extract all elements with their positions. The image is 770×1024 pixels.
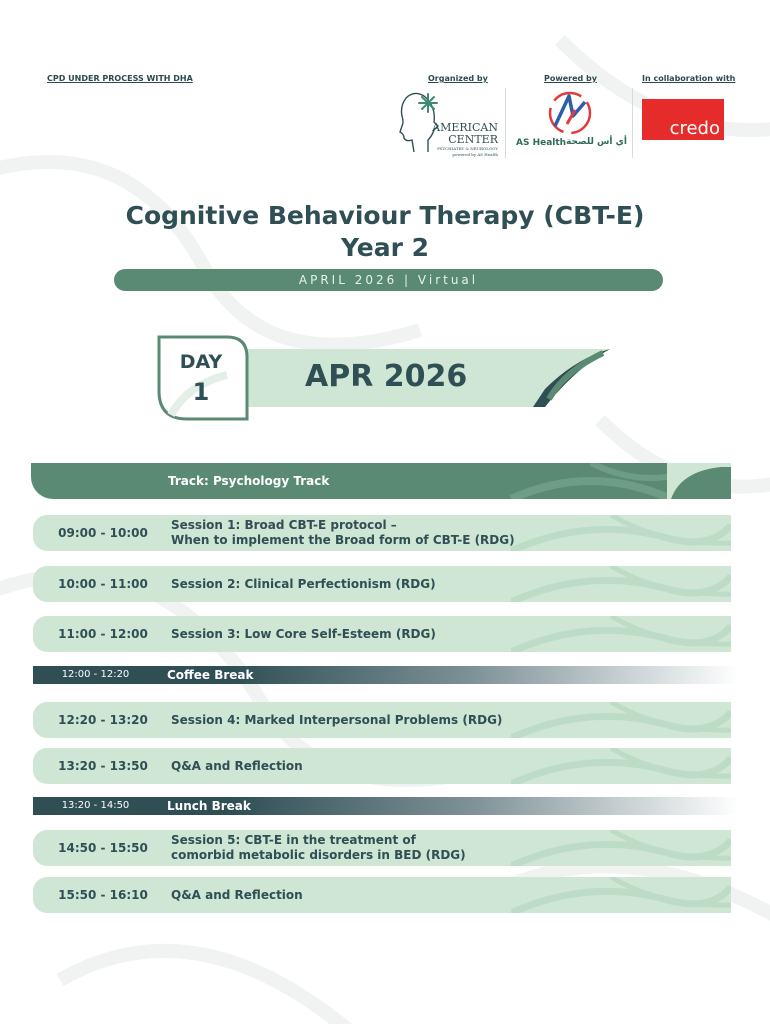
organized-by-label: Organized by [428,74,488,83]
day-number: 1 [192,378,210,406]
schedule-row-qa-1 [33,748,731,784]
as-health-mark-icon [545,88,595,138]
schedule-row-session-1 [33,515,731,551]
session-title: Q&A and Reflection [171,759,303,773]
session-time: 14:50 - 15:50 [58,841,148,855]
event-date-format: APRIL 2026 | Virtual [114,269,663,291]
row-decoration [511,616,731,652]
session-time: 13:20 - 13:50 [58,759,148,773]
event-title: Cognitive Behaviour Therapy (CBT-E) [125,201,645,230]
schedule-row-session-3 [33,616,731,652]
day-date: APR 2026 [305,359,468,394]
track-decoration [471,463,731,499]
powered-by-label: Powered by [544,74,597,83]
american-center-line4: powered by AS Health [452,152,498,157]
session-time: 09:00 - 10:00 [58,526,148,540]
as-health-name: AS Health [516,138,567,148]
schedule-row-session-4 [33,702,731,738]
american-center-line3: PSYCHIATRY & NEUROLOGY [437,146,498,151]
session-time: 12:20 - 13:20 [58,713,148,727]
american-center-logo [398,86,498,162]
coffee-break-row [33,666,739,684]
break-time: 13:20 - 14:50 [61,800,130,811]
session-title-line2: When to implement the Broad form of CBT-E (RDG) [171,533,515,547]
as-health-arabic: أي أس للصحة [566,137,627,147]
session-title: Session 1: Broad CBT-E protocol – [171,518,397,532]
collaboration-label: In collaboration with [642,74,736,83]
event-subtitle: Year 2 [340,233,430,262]
session-time: 11:00 - 12:00 [58,627,148,641]
logo-divider [505,88,506,158]
row-decoration [511,830,731,866]
session-title: Q&A and Reflection [171,888,303,902]
day-label: DAY [179,351,223,373]
session-title: Session 5: CBT-E in the treatment of [171,833,416,847]
as-health-logo [514,86,626,156]
lunch-break-row [33,797,739,815]
credo-logo [642,99,724,140]
session-time: 15:50 - 16:10 [58,888,148,902]
schedule-row-session-2 [33,566,731,602]
track-header [31,463,731,499]
schedule-row-qa-2 [33,877,731,913]
cpd-notice: CPD UNDER PROCESS WITH DHA [47,74,193,83]
break-label: Lunch Break [167,799,251,813]
american-center-line2: CENTER [448,133,498,146]
row-decoration [511,748,731,784]
session-title: Session 4: Marked Interpersonal Problems (RDG) [171,713,503,727]
break-label: Coffee Break [167,668,254,682]
session-time: 10:00 - 11:00 [58,577,148,591]
schedule-row-session-5 [33,830,731,866]
session-title: Session 2: Clinical Perfectionism (RDG) [171,577,436,591]
session-title: Session 3: Low Core Self-Esteem (RDG) [171,627,436,641]
logo-divider [632,88,633,158]
session-title-line2: comorbid metabolic disorders in BED (RDG) [171,848,466,862]
row-decoration [511,877,731,913]
track-label: Track: Psychology Track [168,474,330,488]
credo-name: credo [669,118,720,139]
row-decoration [511,702,731,738]
row-decoration [511,566,731,602]
break-time: 12:00 - 12:20 [61,669,130,680]
row-decoration [511,515,731,551]
american-center-line1: AMERICAN [432,121,498,134]
